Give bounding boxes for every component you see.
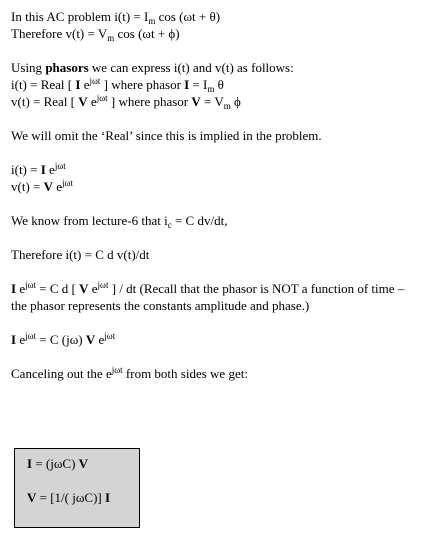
current-short-form: [11, 161, 419, 178]
text: e: [16, 332, 26, 347]
bold-symbol: V: [27, 490, 37, 505]
bold-symbol: I: [11, 332, 17, 347]
text: e: [80, 77, 90, 92]
superscript: jωt: [25, 331, 37, 341]
subscript: c: [167, 220, 172, 230]
text: e: [95, 332, 105, 347]
text: = [1/( jωC)]: [36, 490, 105, 505]
text: e: [87, 94, 97, 109]
superscript: jωt: [96, 93, 108, 103]
bold-symbol: I: [105, 490, 111, 505]
text: i(t) =: [11, 162, 41, 177]
capacitor-current: [11, 246, 419, 263]
bold-symbol: V: [78, 456, 89, 471]
text: ] / dt (Recall that the phasor is NOT a function of time – the phasor represents the constants amplitude and phase.): [11, 281, 405, 313]
subscript: m: [207, 84, 215, 94]
superscript: jωt: [89, 76, 101, 86]
text: e: [16, 281, 26, 296]
phasor-intro: [11, 59, 419, 76]
text: ϕ: [230, 94, 241, 109]
cancel-statement: [11, 365, 419, 382]
current-definition: [11, 8, 419, 25]
text: ] where phasor: [100, 77, 185, 92]
superscript: jωt: [97, 280, 109, 290]
text: = C dv/dt,: [171, 213, 228, 228]
text: We will omit the ‘Real’ since this is implied in the problem.: [11, 128, 322, 143]
subscript: m: [223, 101, 231, 111]
voltage-short-form: [11, 178, 419, 195]
text: = C d [: [36, 281, 80, 296]
text: = C (jω): [36, 332, 86, 347]
text: We know from lecture-6 that i: [11, 213, 168, 228]
superscript: jωt: [111, 365, 123, 375]
superscript: jωt: [62, 178, 73, 188]
lecture-reference: [11, 212, 419, 229]
bold-symbol: V: [85, 332, 96, 347]
voltage-definition: [11, 25, 419, 42]
superscript: jωt: [104, 331, 116, 341]
subscript: m: [148, 16, 156, 26]
text: from both sides we get:: [122, 366, 248, 381]
bold-symbol: I: [27, 456, 33, 471]
current-voltage-relation: [27, 455, 139, 472]
result-box: [14, 448, 140, 528]
bold-symbol: I: [40, 162, 46, 177]
superscript: jωt: [54, 161, 66, 171]
text: we can express i(t) and v(t) as follows:: [88, 60, 294, 75]
voltage-phasor: [11, 93, 419, 110]
bold-symbol: V: [78, 94, 88, 109]
text: Using: [11, 60, 46, 75]
text: ] where phasor: [107, 94, 192, 109]
text: = V: [200, 94, 224, 109]
text: Therefore i(t) = C d v(t)/dt: [11, 247, 150, 262]
text: v(t) = Real [: [11, 94, 79, 109]
bold-symbol: V: [191, 94, 201, 109]
text: In this AC problem i(t) = I: [11, 9, 149, 24]
document-body: [11, 8, 419, 382]
current-phasor: [11, 76, 419, 93]
result-equation: [11, 331, 419, 348]
text: e: [53, 179, 63, 194]
text: = (jωC): [32, 456, 79, 471]
text: θ: [214, 77, 224, 92]
derivative-equation: [11, 280, 419, 314]
superscript: jωt: [25, 280, 37, 290]
text: e: [88, 281, 98, 296]
text: i(t) = Real [: [11, 77, 76, 92]
bold-term: phasors: [45, 60, 89, 75]
bold-symbol: V: [43, 179, 53, 194]
text: = I: [189, 77, 208, 92]
voltage-current-relation: [27, 489, 139, 506]
text: e: [45, 162, 55, 177]
subscript: m: [107, 33, 115, 43]
text: Canceling out the e: [11, 366, 112, 381]
text: v(t) =: [11, 179, 44, 194]
text: cos (ωt + ϕ): [114, 26, 180, 41]
text: cos (ωt + θ): [155, 9, 221, 24]
omit-real-note: [11, 127, 419, 144]
text: Therefore v(t) = V: [11, 26, 108, 41]
bold-symbol: I: [184, 77, 190, 92]
bold-symbol: V: [79, 281, 89, 296]
bold-symbol: I: [11, 281, 17, 296]
bold-symbol: I: [75, 77, 81, 92]
